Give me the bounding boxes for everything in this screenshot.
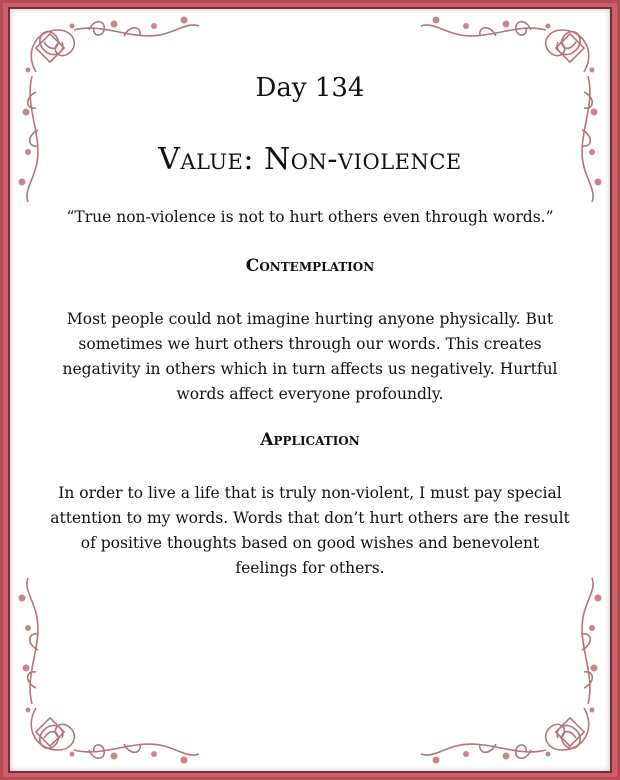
day-label: Day 134 — [255, 73, 365, 103]
contemplation-heading: Contemplation — [245, 256, 375, 276]
value-quote: “True non-violence is not to hurt others even through words.” — [66, 208, 554, 226]
corner-ornament-top-right — [406, 12, 606, 212]
corner-ornament-top-left — [14, 12, 214, 212]
value-title: Value: Non-violence — [158, 142, 462, 177]
application-heading: Application — [260, 430, 360, 450]
application-text: In order to live a life that is truly non-violent, I must pay special attention to my words. Words that don’t hurt others are the result of positive thoughts based on good wishes and benevolent feelings for others. — [50, 484, 570, 577]
corner-ornament-bottom-right — [406, 568, 606, 768]
contemplation-text: Most people could not imagine hurting anyone physically. But sometimes we hurt others through our words. This creates negativity in others which in turn affects us negatively. Hurtful words affect everyone profoundly. — [62, 310, 558, 403]
corner-ornament-bottom-left — [14, 568, 214, 768]
